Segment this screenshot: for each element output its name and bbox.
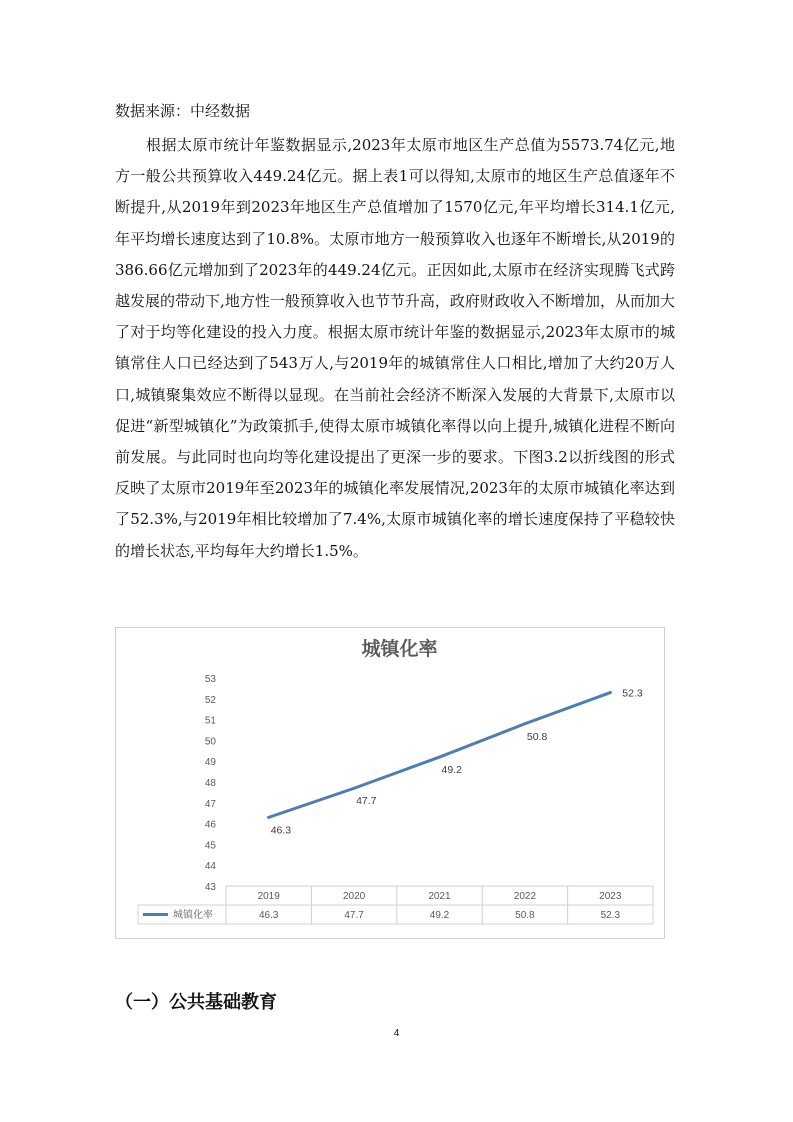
table-value-cell: 49.2 <box>429 910 450 921</box>
y-tick-label: 43 <box>204 882 216 893</box>
y-tick-label: 47 <box>204 798 216 810</box>
x-category-label: 2022 <box>513 891 537 902</box>
y-tick-label: 48 <box>204 778 216 789</box>
chart-svg <box>116 628 666 940</box>
data-label: 50.8 <box>526 730 548 743</box>
table-value-cell: 46.3 <box>258 910 279 921</box>
series-line <box>269 693 611 818</box>
data-source-line: 数据来源：中经数据 <box>115 102 251 120</box>
y-tick-label: 52 <box>204 694 216 706</box>
data-label: 47.7 <box>356 795 377 808</box>
x-category-label: 2020 <box>342 891 366 902</box>
data-point <box>609 691 612 694</box>
chart-title: 城镇化率 <box>361 638 438 660</box>
y-tick-label: 46 <box>204 819 216 831</box>
table-value-cell: 52.3 <box>600 910 621 921</box>
table-value-cell: 50.8 <box>515 910 535 921</box>
data-point <box>353 787 356 790</box>
data-label: 46.3 <box>270 824 292 837</box>
data-label: 52.3 <box>622 687 643 700</box>
data-label: 49.2 <box>441 764 462 777</box>
y-tick-label: 44 <box>204 861 216 873</box>
y-tick-label: 50 <box>204 736 216 748</box>
data-point <box>438 756 441 759</box>
page-number: 4 <box>393 1028 400 1039</box>
y-tick-label: 53 <box>204 674 216 685</box>
section-heading: （一）公共基础教育 <box>115 992 277 1013</box>
y-tick-label: 45 <box>204 840 216 852</box>
urbanization-chart <box>115 627 665 939</box>
legend-label: 城镇化率 <box>173 910 213 921</box>
data-point <box>523 722 526 725</box>
y-tick-label: 49 <box>204 757 216 769</box>
data-point <box>267 816 270 819</box>
x-category-label: 2019 <box>257 891 280 902</box>
body-paragraph: 根据太原市统计年鉴数据显示,2023年太原市地区生产总值为5573.74亿元,地方一般公共预算收入449.24亿元。据上表1可以得知,太原市的地区生产总值逐年不断提升,从2019年到2023年地区生产总值增加了1570亿元,年平均增长314.1亿元,年平均增长速度达到了10.8%。太原市地方一般预算收入也逐年不断增长,从2019的386.66亿元增加到了2023年的449.24亿元。正因如此,太原市在经济实现腾飞式跨越发展的带动下,地方性一般预算收入也节节升高，政府财政收入不断增加，从而加大了对于均等化建设的投入力度。根据太原市统计年鉴的数据显示,2023年太原市的城镇常住人口已经达到了543万人,与2019年的城镇常住人口相比,增加了大约20万人口,城镇聚集效应不断得以显现。在当前社会经济不断深入发展的大背景下,太原市以促进“新型城镇化”为政策抓手,使得太原市城镇化率得以向上提升,城镇化进程不断向前发展。与此同时也向均等化建设提出了更深一步的要求。下图3.2以折线图的形式反映了太原市2019年至2023年的城镇化率发展情况,2023年的太原市城镇化率达到了52.3%,与2019年相比较增加了7.4%,太原市城镇化率的增长速度保持了平稳较快的增长状态,平均每年大约增长1.5%。 <box>115 136 675 560</box>
x-category-label: 2023 <box>599 891 622 902</box>
x-category-label: 2021 <box>428 891 451 902</box>
y-tick-label: 51 <box>204 715 216 727</box>
table-value-cell: 47.7 <box>344 910 364 921</box>
